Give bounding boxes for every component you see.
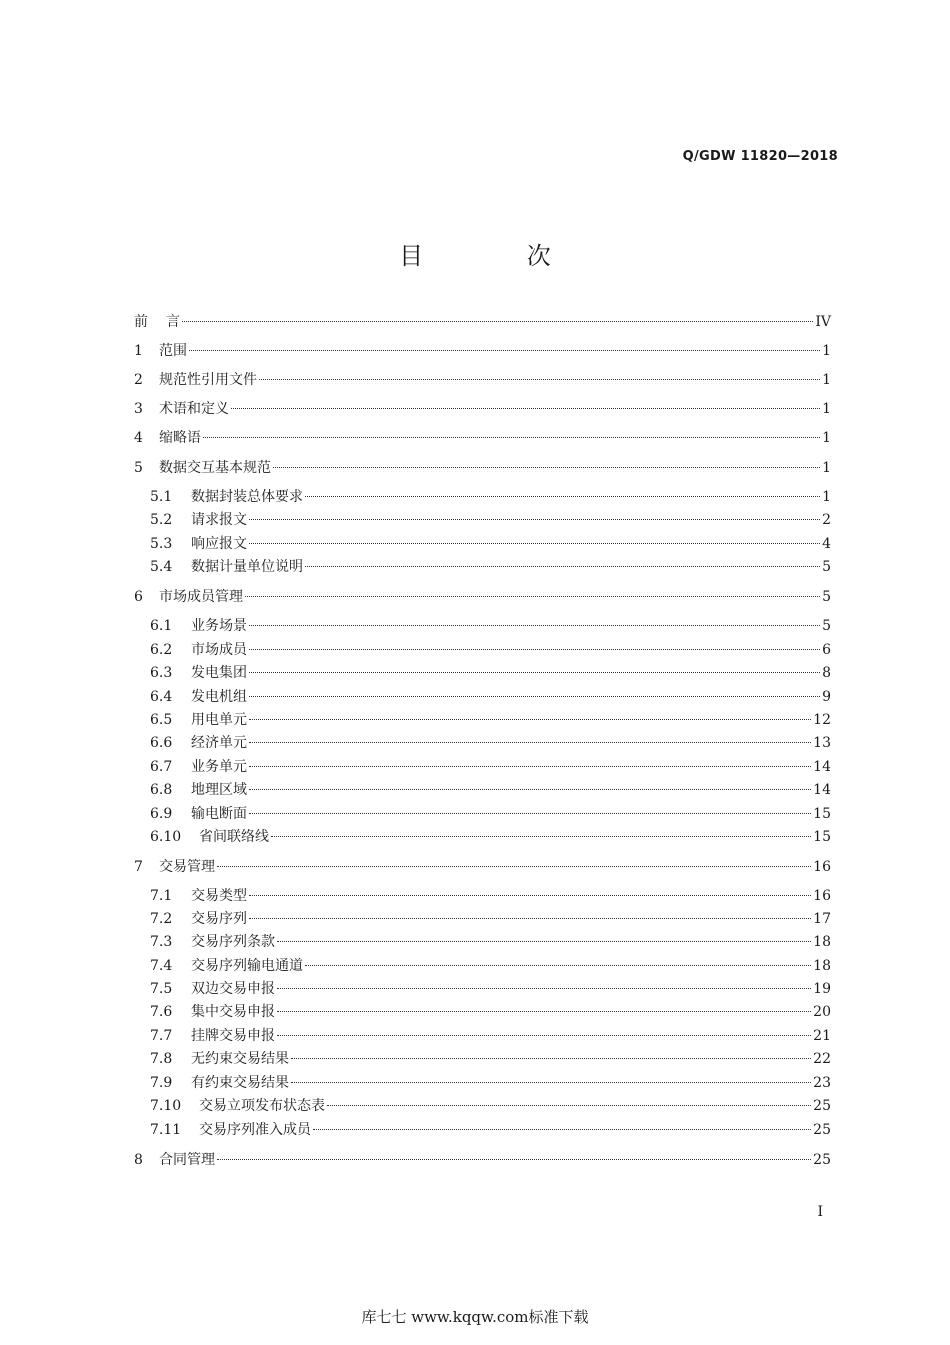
toc-entry[interactable] (134, 804, 831, 824)
toc-leader-dots (217, 865, 811, 867)
document-code: Q/GDW 11820—2018 (682, 149, 838, 164)
toc-entry-page: 19 (813, 981, 831, 997)
toc-entry[interactable] (134, 857, 831, 877)
toc-entry[interactable] (134, 370, 831, 390)
toc-entry[interactable] (134, 663, 831, 683)
toc-entry-number: 7.4 (150, 958, 173, 974)
toc-leader-dots (305, 495, 820, 497)
toc-entry-page: 12 (813, 712, 831, 728)
toc-entry[interactable] (134, 909, 831, 929)
toc-leader-dots (249, 518, 820, 520)
toc-entry[interactable] (134, 399, 831, 419)
toc-entry-number: 6.7 (150, 759, 173, 775)
toc-leader-dots (249, 917, 811, 919)
toc-entry-page: 17 (813, 911, 831, 927)
toc-entry-page: 1 (822, 430, 831, 446)
toc-entry-label: 地理区域 (191, 782, 247, 798)
toc-entry-number: 6.4 (150, 689, 173, 705)
toc-entry-page: 5 (822, 589, 831, 605)
toc-leader-dots (273, 466, 820, 468)
toc-entry[interactable] (134, 312, 831, 332)
toc-entry[interactable] (134, 341, 831, 361)
page-number: I (817, 1204, 823, 1220)
toc-leader-dots (277, 940, 811, 942)
toc-entry[interactable] (134, 458, 831, 478)
toc-title: 目 次 (399, 242, 599, 270)
toc-leader-dots (259, 378, 820, 380)
toc-entry-label: 发电机组 (191, 689, 247, 705)
toc-entry-number: 7.1 (150, 888, 173, 904)
toc-entry-label: 输电断面 (191, 806, 247, 822)
toc-entry-page: 21 (813, 1028, 831, 1044)
toc-entry[interactable] (134, 1073, 831, 1093)
toc-leader-dots (249, 788, 811, 790)
toc-entry-page: 22 (813, 1051, 831, 1067)
toc-entry-number: 5.3 (150, 536, 173, 552)
toc-entry-page: 1 (822, 343, 831, 359)
toc-entry-page: 8 (822, 665, 831, 681)
toc-entry-number: 7.6 (150, 1004, 173, 1020)
toc-leader-dots (249, 894, 811, 896)
toc-entry-number: 5.4 (150, 559, 173, 575)
toc-entry-number: 5.1 (150, 489, 173, 505)
toc-entry-page: 13 (813, 735, 831, 751)
toc-entry-label: 业务单元 (191, 759, 247, 775)
toc-entry-page: 1 (822, 489, 831, 505)
toc-entry-page: 14 (813, 759, 831, 775)
toc-entry-label: 言 (166, 314, 180, 330)
toc-entry-page: 15 (813, 806, 831, 822)
toc-leader-dots (217, 1158, 811, 1160)
toc-entry-number: 6.3 (150, 665, 173, 681)
toc-entry-page: 15 (813, 829, 831, 845)
toc-entry-number: 7 (134, 859, 143, 875)
toc-entry-label: 请求报文 (191, 512, 247, 528)
toc-entry-page: 2 (822, 512, 831, 528)
toc-entry-number: 2 (134, 372, 143, 388)
toc-entry-number: 7.8 (150, 1051, 173, 1067)
toc-entry-number: 前 (134, 314, 148, 330)
toc-entry-number: 8 (134, 1152, 143, 1168)
toc-entry-label: 交易序列准入成员 (199, 1122, 311, 1138)
toc-entry-number: 6.10 (150, 829, 182, 845)
toc-leader-dots (327, 1104, 811, 1106)
toc-leader-dots (277, 1034, 811, 1036)
toc-entry[interactable] (134, 1049, 831, 1069)
toc-entry-label: 交易类型 (191, 888, 247, 904)
toc-entry-label: 业务场景 (191, 618, 247, 634)
toc-leader-dots (189, 349, 820, 351)
toc-entry-page: 25 (813, 1152, 831, 1168)
toc-entry-page: 18 (813, 934, 831, 950)
toc-entry-label: 数据计量单位说明 (191, 559, 303, 575)
toc-entry-label: 数据交互基本规范 (159, 460, 271, 476)
toc-leader-dots (203, 436, 820, 438)
toc-entry-number: 5 (134, 460, 143, 476)
toc-leader-dots (249, 624, 820, 626)
toc-leader-dots (277, 1010, 811, 1012)
toc-entry-page: 23 (813, 1075, 831, 1091)
toc-entry-label: 交易序列 (191, 911, 247, 927)
toc-entry-number: 7.3 (150, 934, 173, 950)
toc-entry-page: 9 (822, 689, 831, 705)
toc-entry-label: 双边交易申报 (191, 981, 275, 997)
toc-entry[interactable] (134, 956, 831, 976)
toc-entry-number: 3 (134, 401, 143, 417)
toc-entry-label: 市场成员 (191, 642, 247, 658)
toc-entry-number: 6.1 (150, 618, 173, 634)
toc-leader-dots (249, 542, 820, 544)
toc-entry-number: 1 (134, 343, 143, 359)
toc-entry[interactable] (134, 1002, 831, 1022)
toc-entry-number: 7.9 (150, 1075, 173, 1091)
toc-entry-number: 6.9 (150, 806, 173, 822)
toc-leader-dots (271, 835, 811, 837)
toc-entry-label: 范围 (159, 343, 187, 359)
toc-entry-page: 25 (813, 1122, 831, 1138)
toc-entry-page: IV (815, 314, 831, 330)
toc-entry-label: 缩略语 (159, 430, 201, 446)
toc-entry[interactable] (134, 827, 831, 847)
toc-entry[interactable] (134, 1120, 831, 1140)
toc-entry-page: 6 (822, 642, 831, 658)
toc-entry-label: 无约束交易结果 (191, 1051, 289, 1067)
toc-entry-number: 6.8 (150, 782, 173, 798)
toc-entry-label: 术语和定义 (159, 401, 229, 417)
toc-entry-page: 18 (813, 958, 831, 974)
toc-entry-label: 交易管理 (159, 859, 215, 875)
toc-entry[interactable] (134, 932, 831, 952)
toc-leader-dots (313, 1128, 811, 1130)
toc-leader-dots (249, 741, 811, 743)
toc-leader-dots (305, 565, 820, 567)
toc-entry-label: 挂牌交易申报 (191, 1028, 275, 1044)
toc-entry[interactable] (134, 557, 831, 577)
toc-entry-label: 集中交易申报 (191, 1004, 275, 1020)
toc-entry-label: 响应报文 (191, 536, 247, 552)
toc-entry-label: 省间联络线 (199, 829, 269, 845)
toc-entry-number: 7.5 (150, 981, 173, 997)
toc-leader-dots (291, 1057, 811, 1059)
toc-entry-label: 合同管理 (159, 1152, 215, 1168)
toc-entry[interactable] (134, 1150, 831, 1170)
toc-entry[interactable] (134, 428, 831, 448)
toc-entry-page: 1 (822, 372, 831, 388)
toc-entry[interactable] (134, 687, 831, 707)
toc-entry[interactable] (134, 487, 831, 507)
toc-entry[interactable] (134, 640, 831, 660)
toc-entry-label: 发电集团 (191, 665, 247, 681)
toc-leader-dots (231, 407, 820, 409)
toc-entry-label: 有约束交易结果 (191, 1075, 289, 1091)
toc-entry-page: 20 (813, 1004, 831, 1020)
toc-entry-number: 7.10 (150, 1098, 182, 1114)
toc-entry-label: 经济单元 (191, 735, 247, 751)
toc-leader-dots (291, 1081, 811, 1083)
toc-entry-number: 6 (134, 589, 143, 605)
toc-entry-page: 16 (813, 888, 831, 904)
toc-entry[interactable] (134, 780, 831, 800)
toc-entry-label: 用电单元 (191, 712, 247, 728)
toc-entry[interactable] (134, 710, 831, 730)
toc-leader-dots (249, 648, 820, 650)
toc-leader-dots (249, 812, 811, 814)
toc-entry-page: 14 (813, 782, 831, 798)
toc-entry[interactable] (134, 1096, 831, 1116)
toc-entry[interactable] (134, 979, 831, 999)
toc-leader-dots (249, 671, 820, 673)
toc-entry-number: 7.2 (150, 911, 173, 927)
toc-entry-page: 25 (813, 1098, 831, 1114)
toc-entry-page: 1 (822, 401, 831, 417)
toc-entry-number: 5.2 (150, 512, 173, 528)
toc-entry-number: 6.5 (150, 712, 173, 728)
toc-entry-page: 4 (822, 536, 831, 552)
toc-entry-label: 市场成员管理 (159, 589, 243, 605)
toc-entry-label: 交易序列条款 (191, 934, 275, 950)
toc-entry-page: 5 (822, 618, 831, 634)
toc-entry[interactable] (134, 510, 831, 530)
toc-entry[interactable] (134, 534, 831, 554)
toc-entry-page: 1 (822, 460, 831, 476)
toc-entry[interactable] (134, 886, 831, 906)
toc-entry[interactable] (134, 587, 831, 607)
toc-leader-dots (245, 595, 820, 597)
toc-entry[interactable] (134, 757, 831, 777)
toc-entry[interactable] (134, 733, 831, 753)
toc-entry[interactable] (134, 616, 831, 636)
toc-entry-label: 交易立项发布状态表 (199, 1098, 325, 1114)
toc-entry-label: 规范性引用文件 (159, 372, 257, 388)
toc-entry-number: 6.2 (150, 642, 173, 658)
footer-watermark: 库七七 www.kqqw.com标准下载 (361, 1308, 589, 1326)
toc-entry-number: 6.6 (150, 735, 173, 751)
toc-entry-number: 7.11 (150, 1122, 182, 1138)
toc-entry-label: 数据封装总体要求 (191, 489, 303, 505)
toc-leader-dots (249, 718, 811, 720)
toc-entry-label: 交易序列输电通道 (191, 958, 303, 974)
toc-leader-dots (249, 695, 820, 697)
toc-entry-number: 4 (134, 430, 143, 446)
toc-entry-page: 16 (813, 859, 831, 875)
toc-entry-page: 5 (822, 559, 831, 575)
toc-leader-dots (182, 320, 813, 322)
toc-leader-dots (305, 964, 811, 966)
toc-leader-dots (249, 765, 811, 767)
toc-entry-number: 7.7 (150, 1028, 173, 1044)
toc-entry[interactable] (134, 1026, 831, 1046)
toc-leader-dots (277, 987, 811, 989)
